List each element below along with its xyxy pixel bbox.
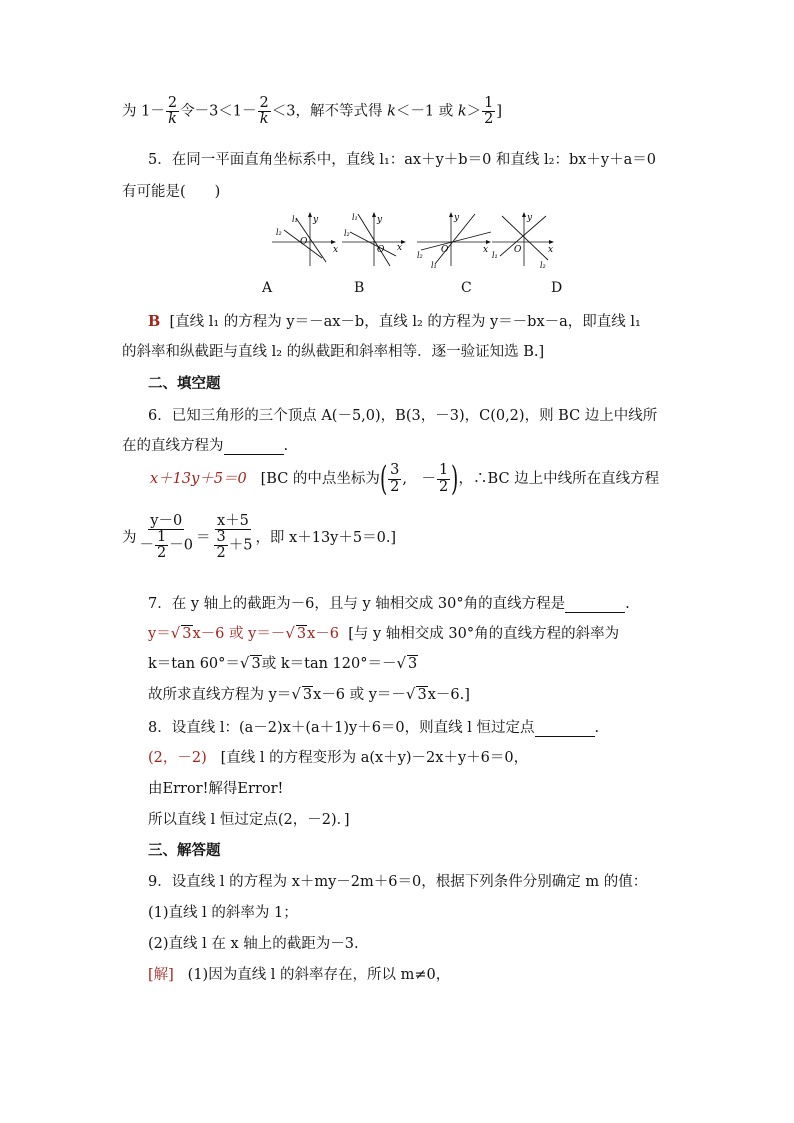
svg-text:y: y [377,215,383,225]
answer-5-choice: B [148,313,161,330]
question-5-line-2: 有可能是( ) [122,184,221,200]
answer-7-line-3: 故所求直线方程为 y＝√ 3x－6 或 y＝－√ 3x－6.] [148,685,470,703]
fraction: $\frac{2}{k}$ [167,95,178,128]
answer-6-value: x＋13y＋5＝0 [150,471,247,487]
question-9-line-1: 9．设直线 l 的方程为 x＋my－2m＋6＝0，根据下列条件分别确定 m 的值： [148,874,648,890]
graph-c [415,210,495,270]
answer-blank [565,612,625,613]
answer-8-line-2: 由Error!解得Error! [148,781,284,797]
svg-text:l₁: l₁ [352,213,358,222]
fraction: $\frac{2}{k}$ [259,95,269,128]
graph-label-b: B [354,280,365,296]
svg-text:l₁: l₁ [431,261,437,270]
question-7: 7．在 y 轴上的截距为－6，且与 y 轴相交成 30°角的直线方程是 . [148,596,630,612]
fraction: y－0 － $\frac{1}{2}$ －0 [139,513,193,562]
svg-text:x: x [548,245,554,255]
answer-7-line-1: y＝√ 3x－6 或 y＝－√ 3x－6 [与 y 轴相交成 30°角的直线方程的斜率为 [148,624,620,642]
fraction: x＋5 $\frac{3}{2}$ ＋5 [216,513,253,562]
question-6-line-1: 6．已知三角形的三个顶点 A(－5,0)，B(3，－3)，C(0,2)，则 BC 边上中线所 [148,408,658,424]
graph-b [340,210,410,270]
section-heading-solve: 三、解答题 [148,842,221,859]
solution-tag: [解] [148,967,174,983]
answer-7-value: y＝√ 3x－6 或 y＝－√ 3x－6 [148,624,340,642]
answer-5-line-1: B [直线 l₁ 的方程为 y＝－ax－b，直线 l₂ 的方程为 y＝－bx－a，即直线 l₁ [148,313,641,330]
svg-text:O: O [300,237,308,247]
svg-text:l₁: l₁ [292,215,298,224]
answer-8-value: (2，－2) [148,750,207,766]
answer-blank [224,454,284,455]
answer-8-line-3: 所以直线 l 恒过定点(2，－2)．] [148,812,350,828]
graph-d [490,210,560,270]
question-6-line-2: 在的直线方程为 . [122,438,289,454]
answer-5-line-2: 的斜率和纵截距与直线 l₂ 的纵截距和斜率相等．逐一验证知选 B.] [122,344,545,360]
answer-blank [535,736,595,737]
svg-text:y: y [454,213,460,223]
fraction: $\frac{1}{2}$ [484,95,494,128]
solution-line-q4-end: 为 1－ $\frac{2}{k}$ 令－3＜1－ $\frac{2}{k}$ ＜3，解不等式得 k＜－1 或 k＞ $\frac{1}{2}$ ] [122,95,503,128]
answer-6-line-2: 为 y－0 － $\frac{1}{2}$ －0 ＝ x＋5 $\frac{3}{2}$ ＋5 ，即 x＋13y＋5＝0.] [122,513,397,562]
svg-text:y: y [527,213,533,223]
section-heading-fill-blanks: 二、填空题 [148,375,221,392]
question-9-part-2: (2)直线 l 在 x 轴上的截距为－3. [148,936,359,952]
fraction: $\frac{3}{2}$ [390,462,400,495]
graph-label-a: A [262,280,273,296]
svg-text:x: x [333,245,339,255]
answer-9-line-1: [解] (1)因为直线 l 的斜率存在，所以 m≠0， [148,967,451,983]
answer-8-line-1: (2，－2) [直线 l 的方程变形为 a(x＋y)－2x＋y＋6＝0， [148,750,529,766]
svg-text:l₂: l₂ [540,261,546,270]
answer-6-line-1: x＋13y＋5＝0 [BC 的中点坐标为( $\frac{3}{2}$ , － $\frac{1}{2}$ )，∴BC 边上中线所在直线方程 [150,459,660,499]
svg-text:O: O [514,245,522,255]
svg-text:l₂: l₂ [276,228,282,237]
question-8: 8．设直线 l：(a－2)x＋(a＋1)y＋6＝0，则直线 l 恒过定点 . [148,720,600,736]
question-9-part-1: (1)直线 l 的斜率为 1； [148,905,298,921]
graph-label-d: D [551,280,563,296]
fraction: $\frac{1}{2}$ [439,462,449,495]
svg-text:x: x [483,245,489,255]
graph-label-c: C [461,280,472,296]
svg-text:O: O [377,245,385,255]
svg-text:O: O [441,245,449,255]
answer-7-line-2: k＝tan 60°＝√ 3或 k＝tan 120°＝－√ 3 [148,654,418,672]
svg-text:x: x [397,243,403,253]
svg-text:l₂: l₂ [344,229,350,238]
svg-text:y: y [313,215,319,225]
svg-text:l₂: l₂ [417,251,423,260]
graph-a [270,210,340,270]
question-5-line-1: 5．在同一平面直角坐标系中，直线 l₁：ax＋y＋b＝0 和直线 l₂：bx＋y＋a＝0 [148,152,656,168]
svg-text:l₁: l₁ [492,251,498,260]
